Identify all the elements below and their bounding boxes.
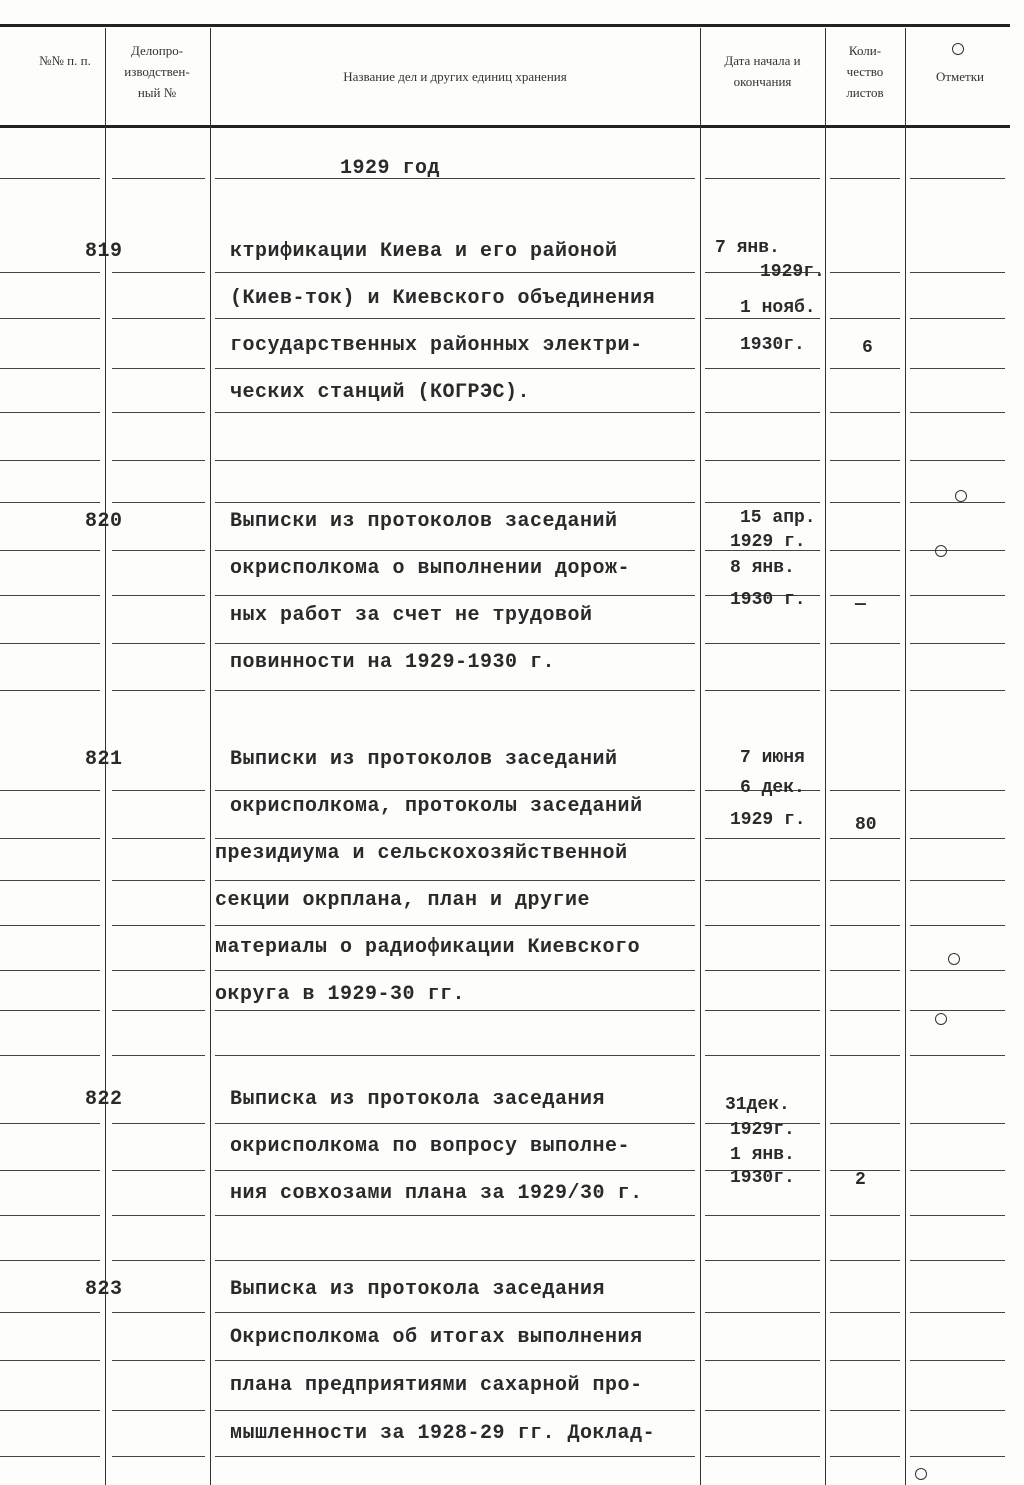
ruled-line [910,412,1005,413]
entry-date: 1929г. [760,262,825,282]
ruled-line [705,690,820,691]
ruled-line [705,1215,820,1216]
ruled-line [0,1055,100,1056]
ruled-line [0,178,100,179]
ruled-line [215,925,695,926]
ruled-line [910,550,1005,551]
ruled-line [910,460,1005,461]
ruled-line [830,1215,900,1216]
ruled-line [830,925,900,926]
ruled-line [705,1010,820,1011]
punch-hole-mark [935,1013,947,1025]
ruled-line [215,368,695,369]
ruled-line [705,1456,820,1457]
ruled-line [112,318,205,319]
header-title: Название дел и других единиц хранения [343,69,567,84]
ruled-line [112,1456,205,1457]
ruled-line [112,880,205,881]
header-sheets: Коли- чество листов [846,43,884,100]
ruled-line [215,1010,695,1011]
entry-title-line: Окрисполкома об итогах выполнения [230,1326,643,1349]
entry-date: 1929 г. [730,532,806,552]
ruled-line [112,412,205,413]
entry-date: 1930 г. [730,590,806,610]
ruled-line [112,1055,205,1056]
ruled-line [112,368,205,369]
ruled-line [830,502,900,503]
ruled-line [112,643,205,644]
ruled-line [705,178,820,179]
ruled-line [830,1410,900,1411]
ruled-line [215,1360,695,1361]
ruled-line [0,368,100,369]
ruled-line [215,318,695,319]
ruled-line [910,925,1005,926]
punch-hole-mark [915,1468,927,1480]
entry-date: 15 апр. [740,508,816,528]
header-dates: Дата начала и окончания [724,53,801,89]
ruled-line [215,880,695,881]
ruled-line [215,412,695,413]
entry-title-line: плана предприятиями сахарной про- [230,1374,643,1397]
top-border [0,24,1010,27]
ruled-line [0,1312,100,1313]
entry-title-line: повинности на 1929-1930 г. [230,651,556,674]
ruled-line [0,690,100,691]
entry-date: 1 нояб. [740,298,816,318]
ruled-line [910,1215,1005,1216]
ruled-line [215,460,695,461]
ruled-line [910,838,1005,839]
ruled-line [112,1123,205,1124]
entry-title-line: Выписка из протокола заседания [230,1088,606,1111]
ruled-line [830,838,900,839]
ruled-line [0,1170,100,1171]
ruled-line [215,1456,695,1457]
ruled-line [910,643,1005,644]
ruled-line [705,1260,820,1261]
entry-title-line: мышленности за 1928-29 гг. Доклад- [230,1422,656,1445]
ruled-line [830,1055,900,1056]
ruled-line [112,272,205,273]
entry-date: 7 янв. [715,238,780,258]
ruled-line [0,925,100,926]
ruled-line [112,1410,205,1411]
ruled-line [910,1170,1005,1171]
ruled-line [830,318,900,319]
ruled-line [0,1260,100,1261]
ruled-line [910,1055,1005,1056]
ruled-line [705,502,820,503]
ruled-line [112,1215,205,1216]
ruled-line [910,1360,1005,1361]
ruled-line [0,880,100,881]
ruled-line [830,412,900,413]
ruled-line [112,970,205,971]
ruled-line [830,970,900,971]
ruled-line [705,880,820,881]
ruled-line [830,368,900,369]
ruled-line [0,838,100,839]
ruled-line [910,272,1005,273]
ruled-line [215,790,695,791]
entry-date: 7 июня [740,748,805,768]
ruled-line [0,412,100,413]
punch-hole-mark [955,490,967,502]
ruled-line [705,1055,820,1056]
ruled-line [112,595,205,596]
ruled-line [830,550,900,551]
ruled-line [215,502,695,503]
entry-title-line: ктрификации Киева и его районой [230,240,618,263]
ruled-line [215,1170,695,1171]
ruled-line [112,925,205,926]
ruled-line [830,880,900,881]
ruled-line [0,1010,100,1011]
ruled-line [215,1312,695,1313]
header-office-number: Делопро- изводствен- ный № [124,43,190,100]
ruled-line [112,502,205,503]
ruled-line [112,1360,205,1361]
ruled-line [0,550,100,551]
entry-date: 1929 г. [730,810,806,830]
entry-title-line: Выписки из протоколов заседаний [230,510,618,533]
ruled-line [0,502,100,503]
ruled-line [215,643,695,644]
header-num: №№ п. п. [39,53,91,68]
punch-hole-mark [935,545,947,557]
entry-title-line: государственных районных электри- [230,334,643,357]
entry-sheet-count: 2 [855,1170,866,1190]
ruled-line [830,1010,900,1011]
ruled-line [705,643,820,644]
ruled-line [0,1215,100,1216]
ruled-line [910,178,1005,179]
ruled-line [705,970,820,971]
ruled-line [215,1410,695,1411]
ruled-line [0,460,100,461]
entry-title-line: окрисполкома по вопросу выполне- [230,1135,631,1158]
ruled-line [112,1010,205,1011]
ruled-line [215,1055,695,1056]
entry-date: 1929г. [730,1120,795,1140]
ruled-line [705,460,820,461]
entry-number: 823 [85,1278,123,1301]
entry-title-line: ческих станций (КОГРЭС). [230,381,531,404]
entry-number: 819 [85,240,123,263]
ruled-line [910,318,1005,319]
ruled-line [910,690,1005,691]
ruled-line [910,880,1005,881]
entry-title-line: президиума и сельскохозяйственной [215,842,628,865]
entry-title-line: ния совхозами плана за 1929/30 г. [230,1182,643,1205]
column-divider [825,28,826,1485]
entry-date: 1930г. [730,1168,795,1188]
ruled-line [830,1456,900,1457]
entry-number: 822 [85,1088,123,1111]
ruled-line [112,1260,205,1261]
entry-title-line: окрисполкома, протоколы заседаний [230,795,643,818]
year-heading: 1929 год [340,157,441,180]
ruled-line [112,838,205,839]
ruled-line [830,1312,900,1313]
ruled-line [112,550,205,551]
header-notes: Отметки [935,69,985,84]
ruled-line [830,460,900,461]
ruled-line [830,178,900,179]
ruled-line [215,970,695,971]
ruled-line [910,790,1005,791]
column-divider [905,28,906,1485]
ruled-line [830,643,900,644]
ruled-line [112,690,205,691]
ruled-line [705,838,820,839]
entry-title-line: материалы о радиофикации Киевского [215,936,641,959]
entry-date: 31дек. [725,1095,790,1115]
ruled-line [0,272,100,273]
entry-date: 1 янв. [730,1145,795,1165]
ruled-line [112,1170,205,1171]
ruled-line [215,550,695,551]
ruled-line [830,1260,900,1261]
ruled-line [0,318,100,319]
ruled-line [910,970,1005,971]
ruled-line [0,1456,100,1457]
ruled-line [215,178,695,179]
header-bottom-border [0,125,1010,128]
entry-sheet-count: 80 [855,815,877,835]
column-divider [210,28,211,1485]
entry-title-line: округа в 1929-30 гг. [215,983,466,1006]
ruled-line [910,502,1005,503]
ruled-line [910,595,1005,596]
ruled-line [910,1312,1005,1313]
punch-hole-mark [948,953,960,965]
ruled-line [830,690,900,691]
ruled-line [705,368,820,369]
entry-date: 1930г. [740,335,805,355]
column-divider [700,28,701,1485]
ruled-line [215,272,695,273]
entry-title-line: ных работ за счет не трудовой [230,604,593,627]
entry-date: 8 янв. [730,558,795,578]
ruled-line [215,1123,695,1124]
ruled-line [910,1123,1005,1124]
ruled-line [830,1360,900,1361]
ruled-line [0,1410,100,1411]
ruled-line [910,1010,1005,1011]
entry-title-line: секции окрплана, план и другие [215,889,591,912]
ruled-line [215,1260,695,1261]
ruled-line [0,1123,100,1124]
ruled-line [910,1456,1005,1457]
ruled-line [705,412,820,413]
punch-hole-mark [952,43,964,55]
ruled-line [0,790,100,791]
ruled-line [0,1360,100,1361]
entry-number: 820 [85,510,123,533]
entry-title-line: (Киев-ток) и Киевского объединения [230,287,656,310]
ruled-line [830,1123,900,1124]
ruled-line [705,1312,820,1313]
entry-date: 6 дек. [740,778,805,798]
ruled-line [705,925,820,926]
entry-number: 821 [85,748,123,771]
ruled-line [112,790,205,791]
ruled-line [705,318,820,319]
ruled-line [215,838,695,839]
entry-title-line: Выписка из протокола заседания [230,1278,606,1301]
ruled-line [830,272,900,273]
entry-sheet-count: — [855,595,866,615]
ruled-line [910,1260,1005,1261]
ruled-line [215,690,695,691]
ruled-line [705,1360,820,1361]
ruled-line [705,1410,820,1411]
ruled-line [112,460,205,461]
ruled-line [0,970,100,971]
ruled-line [0,595,100,596]
ruled-line [910,368,1005,369]
ruled-line [830,790,900,791]
ruled-line [215,1215,695,1216]
entry-title-line: окрисполкома о выполнении дорож- [230,557,631,580]
ruled-line [112,178,205,179]
ruled-line [112,1312,205,1313]
ruled-line [215,595,695,596]
entry-title-line: Выписки из протоколов заседаний [230,748,618,771]
ruled-line [0,643,100,644]
ruled-line [910,1410,1005,1411]
entry-sheet-count: 6 [862,338,873,358]
